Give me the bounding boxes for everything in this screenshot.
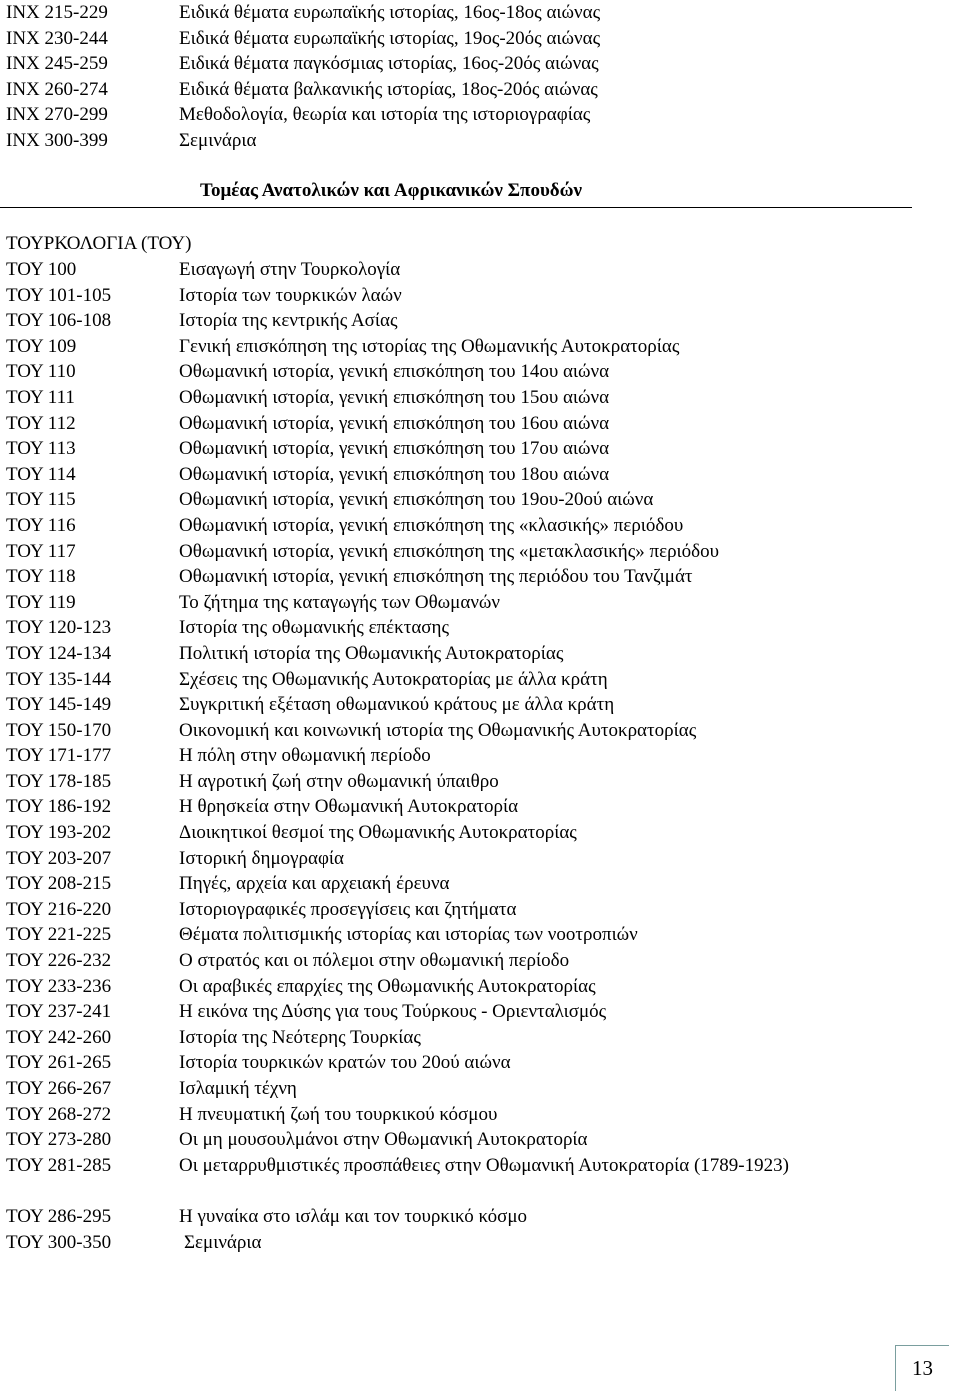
course-title: Οθωμανική ιστορία, γενική επισκόπηση του 18ου αιώνα	[179, 463, 610, 485]
course-title: Συγκριτική εξέταση οθωμανικού κράτους με άλλα κράτη	[179, 694, 615, 716]
subject-heading: ΤΟΥΡΚΟΛΟΓΙΑ (ΤΟΥ)	[6, 233, 192, 254]
course-title: Η γυναίκα στο ισλάμ και τον τουρκικό κόσμο	[179, 1206, 528, 1228]
course-code: ΤΟΥ 226-232	[6, 950, 112, 972]
course-title: Οι μεταρρυθμιστικές προσπάθειες στην Οθωμανική Αυτοκρατορία (1789-1923)	[179, 1154, 789, 1176]
course-code: ΙΝΧ 300-399	[6, 129, 108, 151]
course-row	[6, 692, 906, 718]
course-title: Οθωμανική ιστορία, γενική επισκόπηση του 15ου αιώνα	[179, 386, 610, 408]
course-code: ΤΟΥ 115	[6, 489, 76, 511]
course-row	[6, 1230, 906, 1256]
course-row	[6, 794, 906, 820]
course-title: Οθωμανική ιστορία, γενική επισκόπηση του 17ου αιώνα	[179, 438, 610, 460]
course-code: ΤΟΥ 178-185	[6, 770, 112, 792]
course-title: Γενική επισκόπηση της ιστορίας της Οθωμανικής Αυτοκρατορίας	[179, 335, 680, 357]
course-title: Θέματα πολιτισμικής ιστορίας και ιστορίας των νοοτροπιών	[179, 924, 638, 946]
course-row	[6, 564, 906, 590]
course-code: ΤΟΥ 281-285	[6, 1154, 112, 1176]
course-row	[6, 26, 946, 52]
course-row	[6, 385, 906, 411]
course-row	[6, 359, 906, 385]
course-code: ΤΟΥ 106-108	[6, 310, 112, 332]
course-row	[6, 334, 906, 360]
course-row	[6, 77, 946, 103]
course-code: ΤΟΥ 124-134	[6, 642, 112, 664]
course-title: Η πόλη στην οθωμανική περίοδο	[179, 745, 431, 767]
course-code: ΤΟΥ 193-202	[6, 822, 112, 844]
course-row	[6, 0, 946, 26]
section-divider	[0, 207, 912, 208]
course-code: ΤΟΥ 100	[6, 259, 77, 280]
course-row	[6, 820, 906, 846]
course-code: ΤΟΥ 111	[6, 386, 75, 408]
prior-course-list	[6, 0, 946, 154]
course-row	[6, 487, 906, 513]
course-row	[6, 615, 906, 641]
course-row	[6, 1127, 906, 1153]
course-row	[6, 51, 946, 77]
course-title: Σχέσεις της Οθωμανικής Αυτοκρατορίας με άλλα κράτη	[179, 668, 608, 690]
course-code: ΤΟΥ 109	[6, 335, 77, 357]
course-title: Η εικόνα της Δύσης για τους Τούρκους - Οριενταλισμός	[179, 1001, 607, 1023]
course-row	[6, 769, 906, 795]
course-row	[6, 743, 906, 769]
course-code: ΤΟΥ 203-207	[6, 847, 112, 869]
course-code: ΤΟΥ 237-241	[6, 1001, 112, 1023]
course-row	[6, 999, 906, 1025]
course-code: ΤΟΥ 150-170	[6, 719, 112, 741]
course-code: ΤΟΥ 208-215	[6, 873, 112, 895]
course-title: Ιστορία τουρκικών κρατών του 20ού αιώνα	[179, 1052, 511, 1074]
course-code: ΤΟΥ 233-236	[6, 975, 112, 997]
course-code: ΤΟΥ 242-260	[6, 1026, 112, 1048]
page-number: 13	[895, 1345, 949, 1391]
course-row	[6, 667, 906, 693]
course-code: ΤΟΥ 101-105	[6, 284, 112, 306]
course-title: Ειδικά θέματα βαλκανικής ιστορίας, 18ος-20ός αιώνας	[179, 78, 598, 100]
course-row	[6, 436, 906, 462]
course-list	[6, 257, 906, 1255]
course-title: Πηγές, αρχεία και αρχειακή έρευνα	[179, 873, 450, 895]
course-title: Σεμινάρια	[179, 129, 257, 151]
course-title: Ιστορία της κεντρικής Ασίας	[179, 310, 398, 332]
course-title: Η θρησκεία στην Οθωμανική Αυτοκρατορία	[179, 796, 519, 818]
course-code: ΤΟΥ 117	[6, 540, 76, 562]
course-row	[6, 257, 906, 283]
course-code: ΤΟΥ 286-295	[6, 1206, 112, 1228]
course-code: ΙΝΧ 215-229	[6, 2, 108, 23]
course-title: Ιστοριογραφικές προσεγγίσεις και ζητήματα	[179, 898, 517, 920]
course-title: Οθωμανική ιστορία, γενική επισκόπηση της «μετακλασικής» περιόδου	[179, 540, 720, 562]
course-code: ΤΟΥ 112	[6, 412, 76, 434]
course-code: ΤΟΥ 110	[6, 361, 76, 383]
course-title: Διοικητικοί θεσμοί της Οθωμανικής Αυτοκρατορίας	[179, 822, 577, 844]
course-row	[6, 411, 906, 437]
course-row	[6, 283, 906, 309]
course-row	[6, 590, 906, 616]
course-code: ΤΟΥ 145-149	[6, 694, 112, 716]
course-title: Εισαγωγή στην Τουρκολογία	[179, 259, 401, 280]
course-code: ΤΟΥ 221-225	[6, 924, 112, 946]
course-code: ΤΟΥ 114	[6, 463, 76, 485]
course-title: Ειδικά θέματα ευρωπαϊκής ιστορίας, 19ος-20ός αιώνας	[179, 27, 601, 49]
course-code: ΤΟΥ 266-267	[6, 1078, 112, 1099]
course-title: Οθωμανική ιστορία, γενική επισκόπηση του 16ου αιώνα	[179, 412, 610, 434]
course-title: Οθωμανική ιστορία, γενική επισκόπηση της περιόδου του Τανζιμάτ	[179, 566, 693, 588]
course-code: ΤΟΥ 171-177	[6, 745, 112, 767]
course-title: Σεμινάρια	[184, 1231, 262, 1253]
course-title: Ιστορία της οθωμανικής επέκτασης	[179, 617, 449, 639]
course-row	[6, 513, 906, 539]
course-title: Ο στρατός και οι πόλεμοι στην οθωμανική περίοδο	[179, 950, 570, 972]
course-code: ΤΟΥ 273-280	[6, 1129, 112, 1151]
course-row	[6, 974, 906, 1000]
course-code: ΤΟΥ 120-123	[6, 617, 112, 639]
course-row	[6, 1102, 906, 1128]
course-code: ΤΟΥ 300-350	[6, 1231, 112, 1253]
course-title: Ιστορία της Νεότερης Τουρκίας	[179, 1026, 421, 1048]
course-row	[6, 948, 906, 974]
course-title: Ιστορική δημογραφία	[179, 847, 344, 869]
course-title: Ισλαμική τέχνη	[179, 1078, 297, 1099]
course-code: ΙΝΧ 270-299	[6, 104, 108, 126]
course-title: Οι μη μουσουλμάνοι στην Οθωμανική Αυτοκρατορία	[179, 1129, 588, 1151]
course-row	[6, 897, 906, 923]
course-row	[6, 1050, 906, 1076]
course-title: Οικονομική και κοινωνική ιστορία της Οθωμανικής Αυτοκρατορίας	[179, 719, 697, 741]
section-heading: Τομέας Ανατολικών και Αφρικανικών Σπουδών	[200, 180, 583, 201]
course-row	[6, 846, 906, 872]
course-row	[6, 641, 906, 667]
course-code: ΙΝΧ 245-259	[6, 53, 108, 75]
course-row	[6, 1153, 906, 1205]
course-title: Το ζήτημα της καταγωγής των Οθωμανών	[179, 591, 501, 613]
course-row	[6, 1076, 906, 1102]
course-row	[6, 102, 946, 128]
course-row	[6, 922, 906, 948]
course-row	[6, 462, 906, 488]
course-title: Οθωμανική ιστορία, γενική επισκόπηση της «κλασικής» περιόδου	[179, 514, 684, 536]
course-code: ΤΟΥ 116	[6, 514, 76, 536]
course-row	[6, 871, 906, 897]
course-code: ΤΟΥ 135-144	[6, 668, 112, 690]
course-code: ΤΟΥ 113	[6, 438, 76, 460]
course-title: Πολιτική ιστορία της Οθωμανικής Αυτοκρατορίας	[179, 642, 564, 664]
course-title: Ειδικά θέματα παγκόσμιας ιστορίας, 16ος-20ός αιώνας	[179, 53, 599, 75]
course-row	[6, 539, 906, 565]
course-title: Η πνευματική ζωή του τουρκικού κόσμου	[179, 1103, 498, 1125]
course-row	[6, 1025, 906, 1051]
course-row	[6, 128, 946, 154]
course-code: ΤΟΥ 268-272	[6, 1103, 112, 1125]
course-title: Μεθοδολογία, θεωρία και ιστορία της ιστοριογραφίας	[179, 104, 591, 126]
course-code: ΤΟΥ 216-220	[6, 898, 112, 920]
course-code: ΙΝΧ 230-244	[6, 27, 108, 49]
course-row	[6, 718, 906, 744]
course-title: Ειδικά θέματα ευρωπαϊκής ιστορίας, 16ος-18ος αιώνας	[179, 2, 601, 23]
course-code: ΙΝΧ 260-274	[6, 78, 108, 100]
course-code: ΤΟΥ 119	[6, 591, 76, 613]
course-title: Οθωμανική ιστορία, γενική επισκόπηση του 14ου αιώνα	[179, 361, 610, 383]
course-title: Η αγροτική ζωή στην οθωμανική ύπαιθρο	[179, 770, 499, 792]
course-title: Ιστορία των τουρκικών λαών	[179, 284, 402, 306]
course-code: ΤΟΥ 186-192	[6, 796, 112, 818]
course-code: ΤΟΥ 118	[6, 566, 76, 588]
course-row	[6, 1204, 906, 1230]
course-title: Οθωμανική ιστορία, γενική επισκόπηση του 19ου-20ού αιώνα	[179, 489, 654, 511]
course-title: Οι αραβικές επαρχίες της Οθωμανικής Αυτοκρατορίας	[179, 975, 596, 997]
course-row	[6, 308, 906, 334]
course-code: ΤΟΥ 261-265	[6, 1052, 112, 1074]
